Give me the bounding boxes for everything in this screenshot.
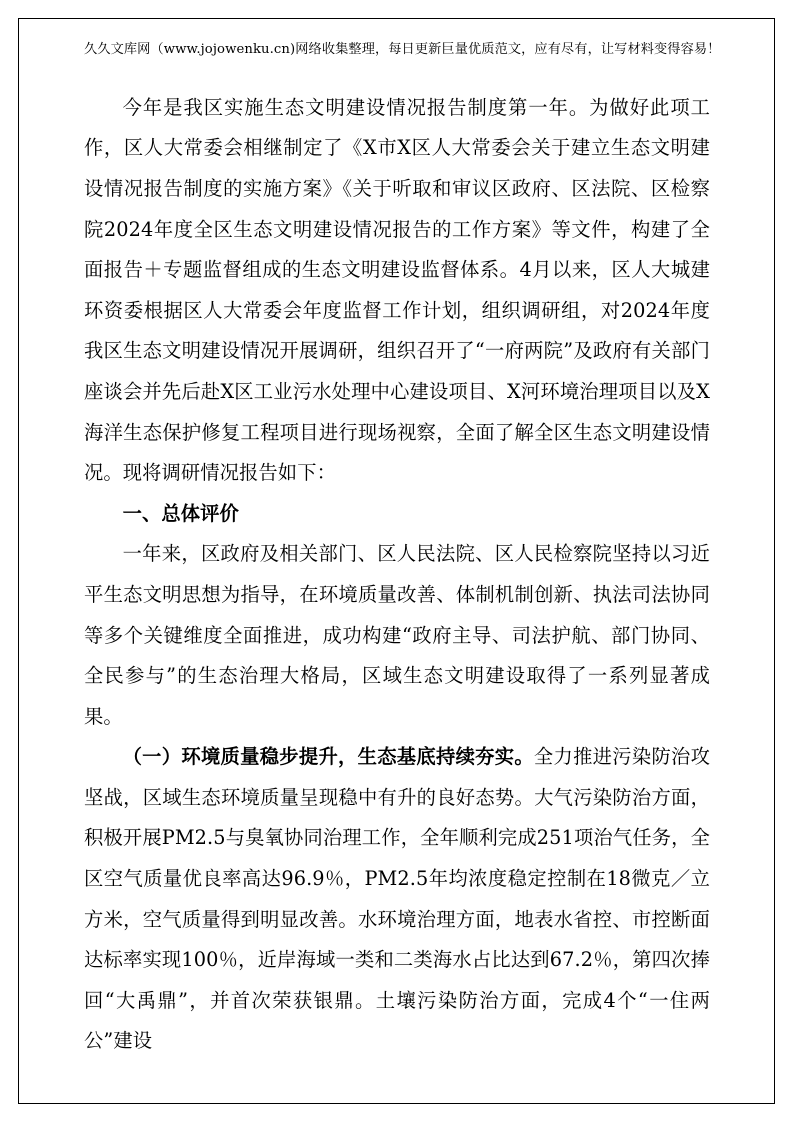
watermark-text: 久久文库网（www.jojowenku.cn)网络收集整理，每日更新巨量优质范文，应有尽有，让写材料变得容易！	[84, 42, 721, 57]
subsection-heading-env-quality: （一）环境质量稳步提升，生态基底持续夯实。	[122, 745, 534, 769]
paragraph-subsection-one	[84, 737, 710, 1062]
paragraph-intro: 今年是我区实施生态文明建设情况报告制度第一年。为做好此项工作，区人大常委会相继制定了《X市X区人大常委会关于建立生态文明建设情况报告制度的实施方案》《关于听取和审议区政府、区法院、区检察院2024年度全区生态文明建设情况报告的工作方案》等文件，构建了全面报告＋专题监督组成的生态文明建设监督体系。4月以来，区人大城建环资委根据区人大常委会年度监督工作计划，组织调研组，对2024年度我区生态文明建设情况开展调研，组织召开了“一府两院”及政府有关部门座谈会并先后赴X区工业污水处理中心建设项目、X河环境治理项目以及X海洋生态保护修复工程项目进行现场视察，全面了解全区生态文明建设情况。现将调研情况报告如下：	[84, 95, 710, 485]
subsection-body-env-quality: 全力推进污染防治攻坚战，区域生态环境质量呈现稳中有升的良好态势。大气污染防治方面，积极开展PM2.5与臭氧协同治理工作，全年顺利完成251项治气任务，全区空气质量优良率高达96.9％，PM2.5年均浓度稳定控制在18微克／立方米，空气质量得到明显改善。水环境治理方面，地表水省控、市控断面达标率实现100％，近岸海域一类和二类海水占比达到67.2％，第四次捧回“大禹鼎”，并首次荣获银鼎。土壤污染防治方面，完成4个“一住两公”建设	[84, 745, 710, 1053]
page-content	[84, 40, 721, 1062]
document-body	[84, 88, 710, 1062]
section-heading-overall-evaluation: 一、总体评价	[122, 501, 239, 525]
paragraph-overall-evaluation: 一年来，区政府及相关部门、区人民法院、区人民检察院坚持以习近平生态文明思想为指导，在环境质量改善、体制机制创新、执法司法协同等多个关键维度全面推进，成功构建“政府主导、司法护航、部门协同、全民参与”的生态治理大格局，区域生态文明建设取得了一系列显著成果。	[84, 542, 710, 728]
